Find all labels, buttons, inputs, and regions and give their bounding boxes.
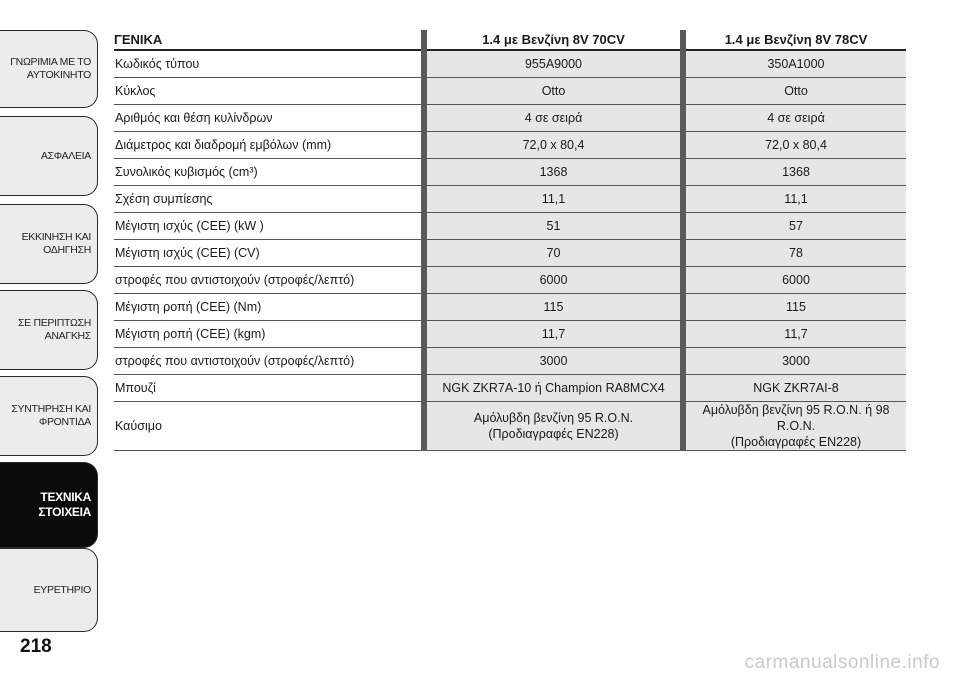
spec-table xyxy=(114,30,906,451)
tab-safety[interactable]: ΑΣΦΑΛΕΙΑ xyxy=(0,116,98,196)
table-row xyxy=(114,294,906,321)
value-70cv: Otto xyxy=(427,78,680,105)
table-row xyxy=(114,402,906,451)
row-label: Σχέση συμπίεσης xyxy=(114,186,421,213)
table-row xyxy=(114,348,906,375)
row-label: Μέγιστη ισχύς (CEE) (kW ) xyxy=(114,213,421,240)
value-78cv: 1368 xyxy=(686,159,906,186)
value-78cv: NGK ZKR7AI-8 xyxy=(686,375,906,402)
table-row xyxy=(114,78,906,105)
row-label: Κωδικός τύπου xyxy=(114,50,421,78)
value-78cv: 350A1000 xyxy=(686,50,906,78)
value-78cv: 11,7 xyxy=(686,321,906,348)
value-70cv: 11,1 xyxy=(427,186,680,213)
value-78cv: Otto xyxy=(686,78,906,105)
value-70cv: 11,7 xyxy=(427,321,680,348)
tab-starting-driving[interactable]: ΕΚΚΙΝΗΣΗ ΚΑΙ ΟΔΗΓΗΣΗ xyxy=(0,204,98,284)
row-label: Μέγιστη ροπή (CEE) (kgm) xyxy=(114,321,421,348)
value-78cv: 57 xyxy=(686,213,906,240)
value-70cv: 955A9000 xyxy=(427,50,680,78)
value-78cv: 6000 xyxy=(686,267,906,294)
tab-getting-to-know[interactable]: ΓΝΩΡΙΜΙΑ ΜΕ ΤΟ ΑΥΤΟΚΙΝΗΤΟ xyxy=(0,30,98,108)
header-70cv: 1.4 με Βενζίνη 8V 70CV xyxy=(427,30,680,50)
section-tabs xyxy=(0,0,100,686)
header-78cv: 1.4 με Βενζίνη 8V 78CV xyxy=(686,30,906,50)
table-row xyxy=(114,267,906,294)
table-row xyxy=(114,213,906,240)
page-number: 218 xyxy=(20,636,52,657)
row-label: Αριθμός και θέση κυλίνδρων xyxy=(114,105,421,132)
table-row xyxy=(114,159,906,186)
tab-index[interactable]: ΕΥΡΕΤΗΡΙΟ xyxy=(0,548,98,632)
value-70cv: 1368 xyxy=(427,159,680,186)
value-70cv: NGK ZKR7A-10 ή Champion RA8MCX4 xyxy=(427,375,680,402)
table-row xyxy=(114,375,906,402)
table-row xyxy=(114,50,906,78)
value-78cv: 3000 xyxy=(686,348,906,375)
value-70cv: 72,0 x 80,4 xyxy=(427,132,680,159)
table-row xyxy=(114,321,906,348)
header-general: ΓΕΝΙΚΑ xyxy=(114,30,421,50)
value-70cv: 3000 xyxy=(427,348,680,375)
value-70cv: 70 xyxy=(427,240,680,267)
value-78cv: 78 xyxy=(686,240,906,267)
tab-technical-data[interactable]: ΤΕΧΝΙΚΑ ΣΤΟΙΧΕΙΑ xyxy=(0,462,98,548)
value-78cv: 115 xyxy=(686,294,906,321)
row-label: Μπουζί xyxy=(114,375,421,402)
value-70cv: 6000 xyxy=(427,267,680,294)
value-78cv: 72,0 x 80,4 xyxy=(686,132,906,159)
tab-maintenance[interactable]: ΣΥΝΤΗΡΗΣΗ ΚΑΙ ΦΡΟΝΤΙΔΑ xyxy=(0,376,98,456)
row-label: Κύκλος xyxy=(114,78,421,105)
row-label: Καύσιμο xyxy=(114,402,421,451)
table-header-row xyxy=(114,30,906,50)
row-label: στροφές που αντιστοιχούν (στροφές/λεπτό) xyxy=(114,348,421,375)
table-row xyxy=(114,105,906,132)
value-70cv: 51 xyxy=(427,213,680,240)
row-label: στροφές που αντιστοιχούν (στροφές/λεπτό) xyxy=(114,267,421,294)
value-70cv: 115 xyxy=(427,294,680,321)
value-70cv: Αμόλυβδη βενζίνη 95 R.O.N. (Προδιαγραφές EN228) xyxy=(427,402,680,451)
row-label: Μέγιστη ροπή (CEE) (Nm) xyxy=(114,294,421,321)
row-label: Μέγιστη ισχύς (CEE) (CV) xyxy=(114,240,421,267)
table-row xyxy=(114,186,906,213)
tab-emergency[interactable]: ΣΕ ΠΕΡΙΠΤΩΣΗ ΑΝΑΓΚΗΣ xyxy=(0,290,98,370)
table-row xyxy=(114,240,906,267)
row-label: Διάμετρος και διαδρομή εμβόλων (mm) xyxy=(114,132,421,159)
table-row xyxy=(114,132,906,159)
value-78cv: 11,1 xyxy=(686,186,906,213)
watermark: carmanualsonline.info xyxy=(744,652,940,673)
value-70cv: 4 σε σειρά xyxy=(427,105,680,132)
value-78cv: 4 σε σειρά xyxy=(686,105,906,132)
row-label: Συνολικός κυβισμός (cm³) xyxy=(114,159,421,186)
value-78cv: Αμόλυβδη βενζίνη 95 R.O.N. ή 98 R.O.N. (Προδιαγραφές EN228) xyxy=(686,402,906,451)
